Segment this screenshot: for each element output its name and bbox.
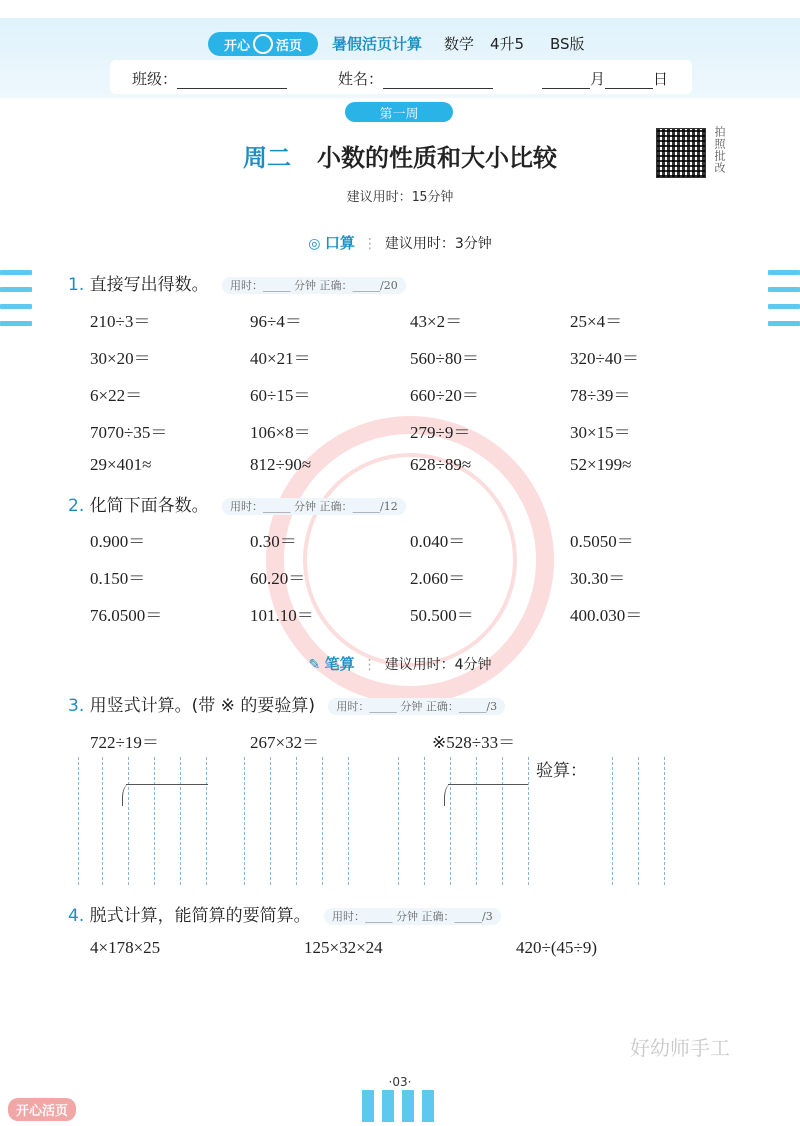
date-field[interactable] [542,68,668,89]
name-field[interactable] [338,68,493,89]
q2-item: 0.900＝ [90,532,146,551]
oral-section-time: 建议用时：3分钟 [384,236,492,252]
pencil-icon: ✎ [308,657,321,673]
q1-item: 96÷4＝ [250,312,302,331]
q1-item: 812÷90≈ [250,455,312,474]
q2-item: 76.0500＝ [90,606,163,625]
class-field[interactable] [132,68,287,89]
brand-logo [208,32,318,56]
q1-item: 560÷80＝ [410,349,479,368]
page-number: ·03· [388,1075,412,1089]
q2-item: 0.30＝ [250,532,297,551]
work-line [398,757,399,885]
q4-text: 脱式计算，能简算的要简算。 [89,906,311,926]
oral-section-name: 口算 [324,234,355,252]
series-title: 暑假活页计算 [332,35,423,53]
week-badge: 第一周 [345,102,453,122]
left-stripes [0,270,32,338]
question-4 [68,901,501,926]
work-line [180,757,181,885]
q1-item: 210÷3＝ [90,312,151,331]
q1-item: 320÷40＝ [570,349,639,368]
oral-section-header: ◎ 口算 ⋮ 建议用时：3分钟 [308,234,492,252]
q3-text: 用竖式计算。(带 ※ 的要验算) [89,696,315,716]
question-3 [68,691,505,716]
q3-number: 3. [68,696,85,716]
brand-suffix: 活页 [276,38,303,54]
footer-brand: 开心活页 [8,1098,76,1121]
q1-item: 628÷89≈ [410,455,472,474]
work-line [664,757,665,885]
work-line [450,757,451,885]
q4-timer: 用时：_____ 分钟 正确：_____/3 [324,908,501,925]
q2-item: 0.150＝ [90,569,146,588]
work-line [476,757,477,885]
q1-item: 52×199≈ [570,455,632,474]
written-section-time: 建议用时：4分钟 [384,657,492,673]
q2-item: 0.040＝ [410,532,466,551]
q3-item-1: 722÷19＝ [90,733,159,752]
q1-timer: 用时：_____ 分钟 正确：_____/20 [222,277,406,294]
q1-item: 30×20＝ [90,349,151,368]
work-line [528,757,529,885]
q3-item-2: 267×32＝ [250,733,320,752]
q4-item-1: 4×178×25 [90,938,161,957]
q2-number: 2. [68,496,85,516]
q2-item: 30.30＝ [570,569,626,588]
work-line [638,757,639,885]
q3-check-label: 验算： [536,761,587,780]
q1-item: 29×401≈ [90,455,152,474]
q2-item: 0.5050＝ [570,532,634,551]
work-line [244,757,245,885]
work-line [296,757,297,885]
month-blank[interactable] [542,74,590,89]
class-label: 班级： [132,70,178,88]
work-line [612,757,613,885]
q1-item: 78÷39＝ [570,386,631,405]
q1-item: 6×22＝ [90,386,143,405]
q2-item: 60.20＝ [250,569,306,588]
grade: 4升5 [490,35,525,53]
q1-item: 279÷9＝ [410,423,471,442]
question-2 [68,491,406,516]
title-topic: 小数的性质和大小比较 [317,144,557,172]
division-bracket-2 [448,784,528,785]
work-line [102,757,103,885]
brand-name: 开心 [223,38,250,54]
q2-text: 化简下面各数。 [89,496,209,516]
work-line [322,757,323,885]
subject: 数学 [444,35,475,53]
qr-code[interactable] [656,128,706,178]
qr-caption: 拍照批改 [713,126,726,174]
q3-item-3: ※528÷33＝ [432,733,516,752]
question-1 [68,270,406,295]
watermark-text: 好幼师手工 [630,1036,730,1060]
written-section-header: ✎ 笔算 ⋮ 建议用时：4分钟 [308,655,492,673]
work-line [348,757,349,885]
right-stripes [768,270,800,338]
division-bracket-1 [126,784,208,785]
work-line [206,757,207,885]
q1-item: 106×8＝ [250,423,311,442]
q2-item: 101.10＝ [250,606,314,625]
q2-item: 2.060＝ [410,569,466,588]
bottom-bars [362,1090,442,1126]
q2-item: 50.500＝ [410,606,474,625]
work-line [424,757,425,885]
edition: BS版 [550,35,585,53]
month-label: 月 [590,70,606,88]
q1-text: 直接写出得数。 [89,275,209,295]
q4-item-3: 420÷(45÷9) [516,938,597,957]
name-blank[interactable] [383,74,493,89]
title-day: 周二 [243,144,291,172]
oral-icon: ◎ [308,236,321,252]
work-line [270,757,271,885]
q1-item: 43×2＝ [410,312,463,331]
q4-number: 4. [68,906,85,926]
name-label: 姓名： [338,70,384,88]
q2-timer: 用时：_____ 分钟 正确：_____/12 [222,498,406,515]
work-line [502,757,503,885]
q1-item: 660÷20＝ [410,386,479,405]
class-blank[interactable] [177,74,287,89]
q1-item: 40×21＝ [250,349,311,368]
work-line [154,757,155,885]
written-section-name: 笔算 [324,655,355,673]
work-line [128,757,129,885]
q1-item: 30×15＝ [570,423,631,442]
q1-number: 1. [68,275,85,295]
smile-icon [253,34,273,54]
q1-item: 60÷15＝ [250,386,311,405]
division-curve-1 [122,784,129,806]
suggested-time: 建议用时：15分钟 [346,190,454,205]
q3-timer: 用时：_____ 分钟 正确：_____/3 [328,698,505,715]
division-curve-2 [444,784,451,806]
q1-item: 25×4＝ [570,312,623,331]
q2-item: 400.030＝ [570,606,643,625]
q4-item-2: 125×32×24 [304,938,383,957]
day-blank[interactable] [605,74,653,89]
day-label: 日 [653,70,669,88]
q1-item: 7070÷35＝ [90,423,168,442]
work-line [78,757,79,885]
